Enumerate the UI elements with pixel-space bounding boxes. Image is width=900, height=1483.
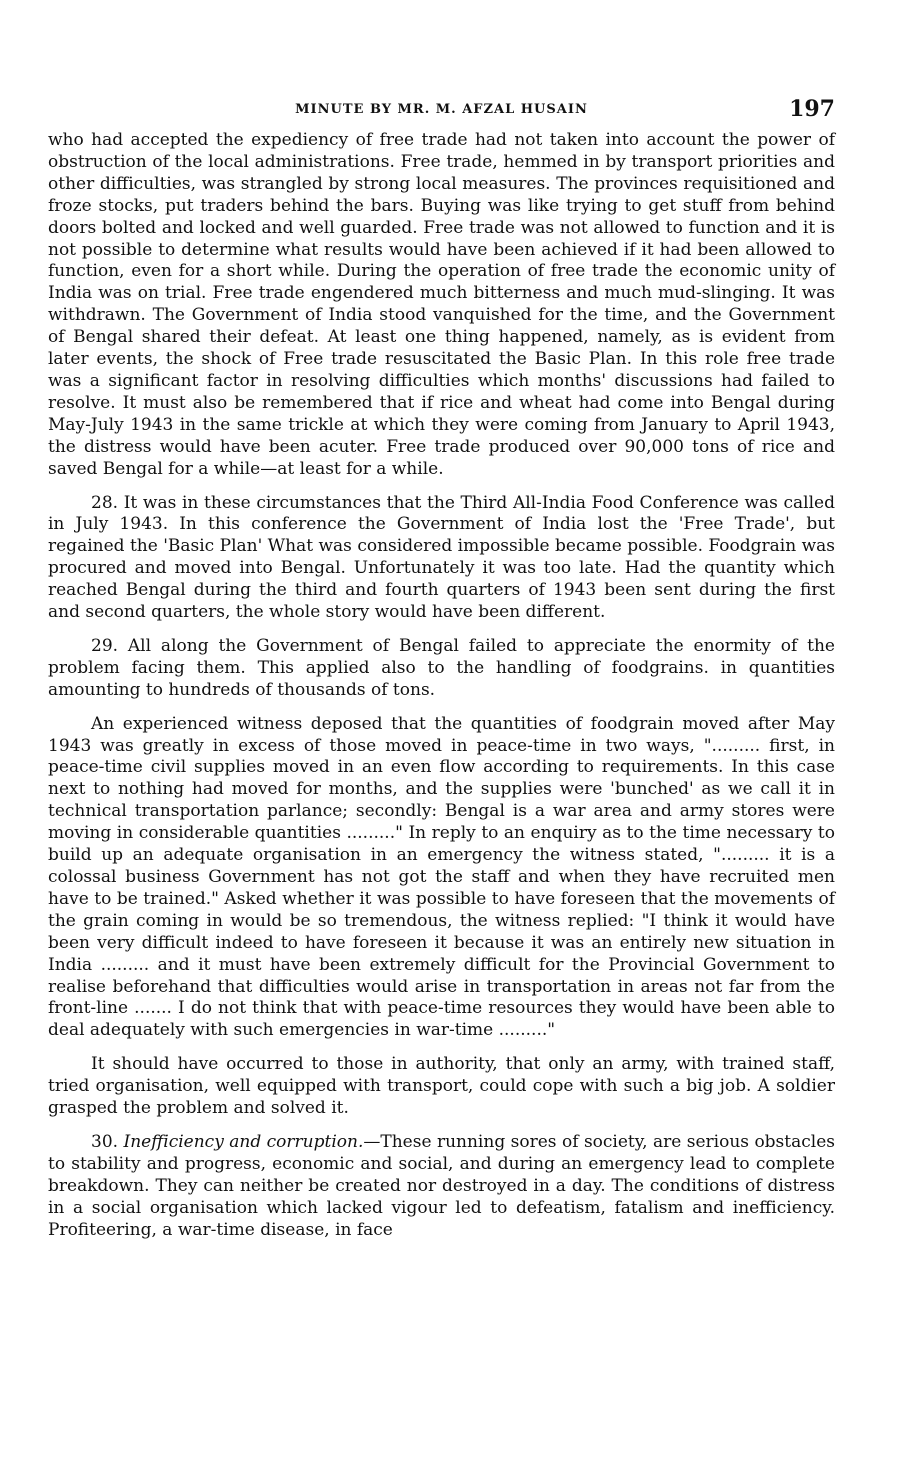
section-heading: Inefficiency and corruption.	[123, 1131, 364, 1152]
running-head	[48, 96, 835, 130]
body-text	[48, 130, 835, 1242]
document-page	[48, 96, 835, 1242]
page-number: 197	[789, 96, 835, 122]
section-number: 30.	[91, 1131, 119, 1152]
paragraph-28: 28. It was in these circumstances that the Third All-India Food Conference was called in July 1943. In this conference the Government of India lost the 'Free Trade', but regained the 'Basic Plan' What was considered impossible became possible. Foodgrain was procured and moved into Bengal. Unfortunately it was too late. Had the quantity which reached Bengal during the third and fourth quarters of 1943 been sent during the first and second quarters, the whole story would have been different.	[48, 492, 835, 623]
section-30-text: —These running sores of society, are serious obstacles to stability and progress, economic and social, and during an emergency lead to complete breakdown. They can neither be created nor destroyed in a day. The conditions of distress in a social organisation which lacked vigour led to defeatism, fatalism and inefficiency. Profiteering, a war-time disease, in face	[48, 1131, 835, 1240]
paragraph-continuation: who had accepted the expediency of free trade had not taken into account the power of obstruction of the local administrations. Free trade, hemmed in by transport priorities and other difficulties, was strangled by strong local measures. The provinces requisitioned and froze stocks, put traders behind the bars. Buying was like trying to get stuff from behind doors bolted and locked and well guarded. Free trade was not allowed to function and it is not possible to determine what results would have been achieved if it had been allowed to function, even for a short while. During the operation of free trade the economic unity of India was on trial. Free trade engendered much bitterness and much mud-slinging. It was withdrawn. The Government of India stood vanquished for the time, and the Government of Bengal shared their defeat. At least one thing happened, namely, as is evident from later events, the shock of Free trade resuscitated the Basic Plan. In this role free trade was a significant factor in resolving difficulties which months' discussions had failed to resolve. It must also be remembered that if rice and wheat had come into Bengal during May-July 1943 in the same trickle at which they were coming from January to April 1943, the distress would have been acuter. Free trade produced over 90,000 tons of rice and saved Bengal for a while—at least for a while.	[48, 130, 835, 479]
running-title: MINUTE BY MR. M. AFZAL HUSAIN	[295, 102, 588, 117]
paragraph-army-remark: It should have occurred to those in authority, that only an army, with trained staff, tried organisation, well equipped with transport, could cope with such a big job. A soldier grasped the problem and solved it.	[48, 1054, 835, 1119]
paragraph-29: 29. All along the Government of Bengal failed to appreciate the enormity of the problem facing them. This applied also to the handling of foodgrains. in quantities amounting to hundreds of thousands of tons.	[48, 635, 835, 700]
paragraph-30	[48, 1132, 835, 1242]
paragraph-witness-testimony: An experienced witness deposed that the quantities of foodgrain moved after May 1943 was greatly in excess of those moved in peace-time in two ways, "......... first, in peace-time civil supplies moved in an even flow according to requirements. In this case next to nothing had moved for months, and the supplies were 'bunched' as we call it in technical transportation parlance; secondly: Bengal is a war area and army stores were moving in considerable quantities ........." In reply to an enquiry as to the time necessary to build up an adequate organisation in an emergency the witness stated, "......... it is a colossal business Government has not got the staff and when they have recruited men have to be trained." Asked whether it was possible to have foreseen that the movements of the grain coming in would be so tremendous, the witness replied: "I think it would have been very difficult indeed to have foreseen it because it was an entirely new situation in India ......... and it must have been extremely difficult for the Provincial Government to realise beforehand that difficulties would arise in transportation in areas not far from the front-line ....... I do not think that with peace-time resources they would have been able to deal adequately with such emergencies in war-time ........."	[48, 713, 835, 1041]
